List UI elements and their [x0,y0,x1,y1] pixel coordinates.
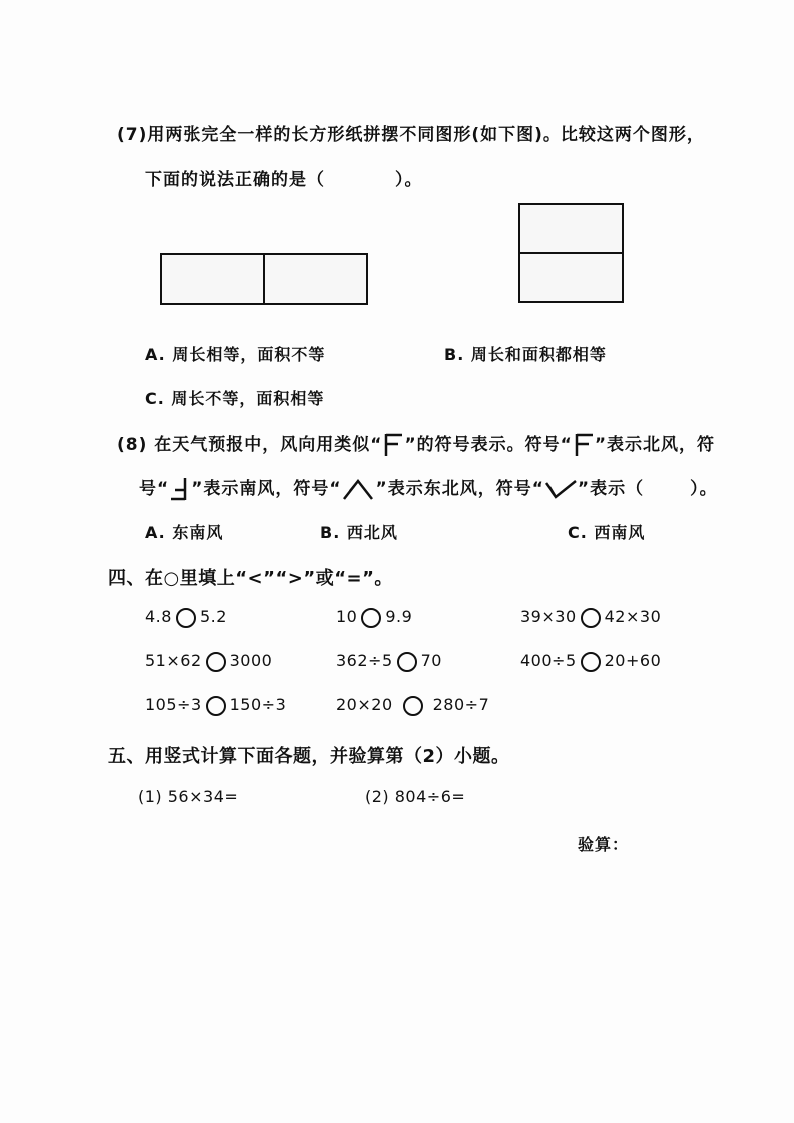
q8-line2 [139,474,718,502]
compare-item-6 [520,651,661,672]
compare-right: 42×30 [604,607,662,626]
problem-2: (2) 804÷6= [365,787,466,806]
compare-left: 362÷5 [336,651,393,670]
compare-circle[interactable] [176,608,196,628]
figure-horizontal-divider [263,253,265,305]
compare-circle[interactable] [206,652,226,672]
mystery-wind-symbol-icon [544,477,578,501]
compare-circle[interactable] [206,696,226,716]
figure-stacked-divider [518,252,624,254]
compare-item-4 [145,651,272,672]
q7-option-b[interactable]: B. 周长和面积都相等 [444,345,607,364]
q8-line2-a: 号“ [139,479,170,499]
compare-right: 280÷7 [432,695,490,714]
check-label: 验算： [578,835,630,854]
section4-title: 四、在○里填上“<”“>”或“=”。 [108,568,393,589]
compare-right: 150÷3 [229,695,287,714]
q8-line1 [117,430,715,458]
compare-right: 5.2 [199,607,227,626]
compare-left: 105÷3 [145,695,202,714]
problem-1: (1) 56×34= [138,787,239,806]
q8-line1-a: (8) 在天气预报中，风向用类似“ [117,435,383,455]
compare-circle[interactable] [403,696,423,716]
compare-item-1 [145,607,227,628]
compare-item-5 [336,651,442,672]
q8-line2-b: ”表示南风，符号“ [191,479,342,499]
q8-line2-c: ”表示东北风，符号“ [375,479,544,499]
q8-option-a[interactable]: A. 东南风 [145,523,224,542]
compare-left: 51×62 [145,651,202,670]
compare-circle[interactable] [361,608,381,628]
q8-line2-e: ）。 [690,479,718,499]
q7-line2-prefix: 下面的说法正确的是（ [145,170,325,190]
q8-option-c[interactable]: C. 西南风 [568,523,646,542]
compare-right: 70 [420,651,442,670]
compare-item-2 [336,607,412,628]
q8-line1-b: ”的符号表示。符号“ [404,435,573,455]
compare-item-3 [520,607,661,628]
compare-left: 20×20 [336,695,393,714]
compare-left: 39×30 [520,607,577,626]
q8-line2-d: ”表示（ [577,479,645,499]
compare-left: 10 [336,607,358,626]
section5-title: 五、用竖式计算下面各题，并验算第（2）小题。 [108,746,510,767]
q7-line1: (7)用两张完全一样的长方形纸拼摆不同图形(如下图)。比较这两个图形， [117,125,705,145]
q7-line2 [145,165,423,190]
compare-circle[interactable] [581,608,601,628]
north-wind-symbol-icon [573,432,595,458]
compare-item-7 [145,695,286,716]
q7-line2-suffix: ）。 [395,170,423,190]
south-wind-symbol-icon [169,476,191,502]
compare-item-8 [336,695,489,716]
q7-option-a[interactable]: A. 周长相等，面积不等 [145,345,326,364]
compare-left: 4.8 [145,607,172,626]
work-area[interactable] [108,860,708,1060]
wind-symbol-icon [382,432,404,458]
compare-right: 9.9 [385,607,413,626]
northeast-wind-symbol-icon [342,477,376,501]
compare-circle[interactable] [397,652,417,672]
compare-left: 400÷5 [520,651,577,670]
q7-option-c[interactable]: C. 周长不等，面积相等 [145,389,325,408]
q8-line1-c: ”表示北风，符 [594,435,716,455]
compare-right: 20+60 [604,651,662,670]
q8-option-b[interactable]: B. 西北风 [320,523,398,542]
compare-right: 3000 [229,651,273,670]
compare-circle[interactable] [581,652,601,672]
